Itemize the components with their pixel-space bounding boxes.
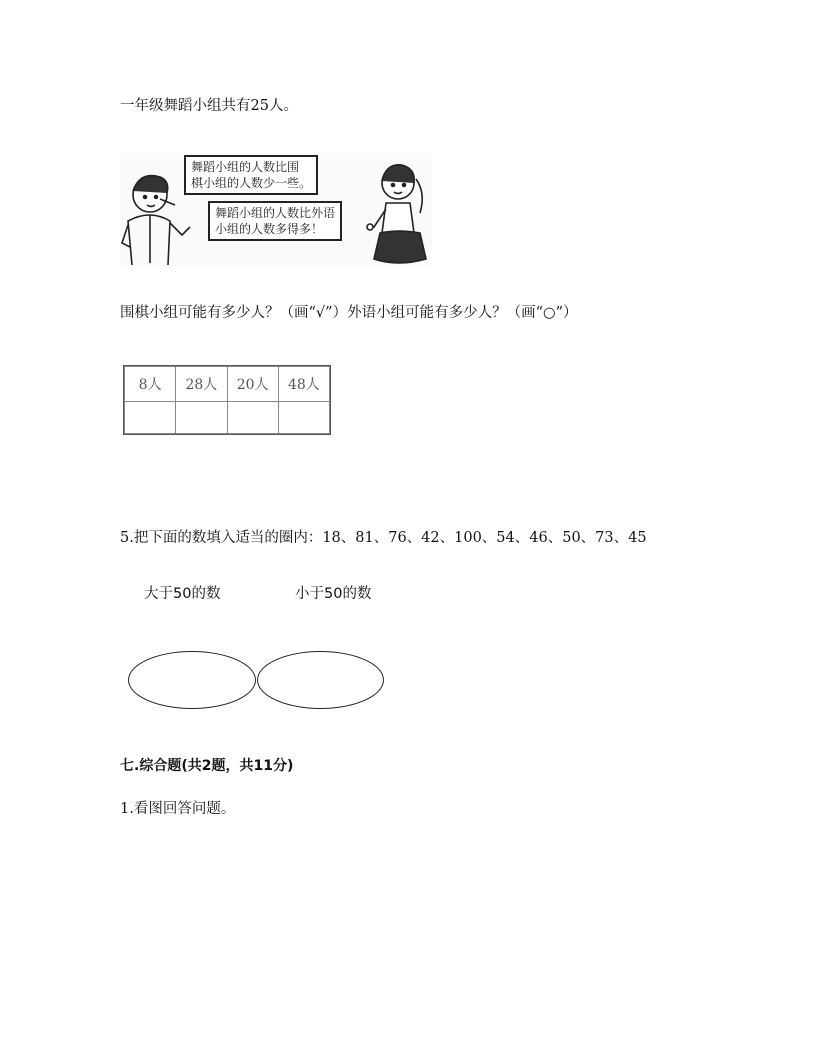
label-less-than-50: 小于50的数 [295, 586, 372, 602]
line-dance-group: 一年级舞蹈小组共有25人。 [120, 98, 298, 114]
table-row-options [125, 367, 330, 402]
label-greater-than-50: 大于50的数 [144, 586, 221, 602]
answer-table [123, 365, 331, 435]
section-7-title: 七.综合题(共2题，共11分) [120, 758, 294, 774]
boy-speech-bubble [184, 155, 318, 195]
option-cell: 8人 [125, 367, 176, 402]
option-cell: 48人 [278, 367, 329, 402]
circle-greater-than-50[interactable] [128, 651, 256, 709]
q5-text: 5.把下面的数填入适当的圈内：18、81、76、42、100、54、46、50、73、45 [120, 530, 647, 546]
table-row-answers [125, 402, 330, 434]
section-7-question-1: 1.看图回答问题。 [120, 801, 236, 817]
boy-bubble-line-1: 舞蹈小组的人数比围 [191, 160, 300, 174]
option-cell: 20人 [227, 367, 278, 402]
girl-bubble-line-1: 舞蹈小组的人数比外语 [215, 206, 336, 220]
girl-bubble-line-2: 小组的人数多得多！ [215, 222, 324, 236]
circle-less-than-50[interactable] [257, 651, 384, 709]
answer-cell[interactable] [278, 402, 329, 434]
option-cell: 28人 [176, 367, 227, 402]
answer-cell[interactable] [176, 402, 227, 434]
girl-speech-bubble [208, 201, 342, 241]
question-text: 围棋小组可能有多少人？（画“√”）外语小组可能有多少人？（画“○”） [120, 305, 578, 321]
answer-cell[interactable] [125, 402, 176, 434]
answer-cell[interactable] [227, 402, 278, 434]
illustration [120, 153, 432, 267]
boy-bubble-line-2: 棋小组的人数少一些。 [191, 176, 312, 190]
